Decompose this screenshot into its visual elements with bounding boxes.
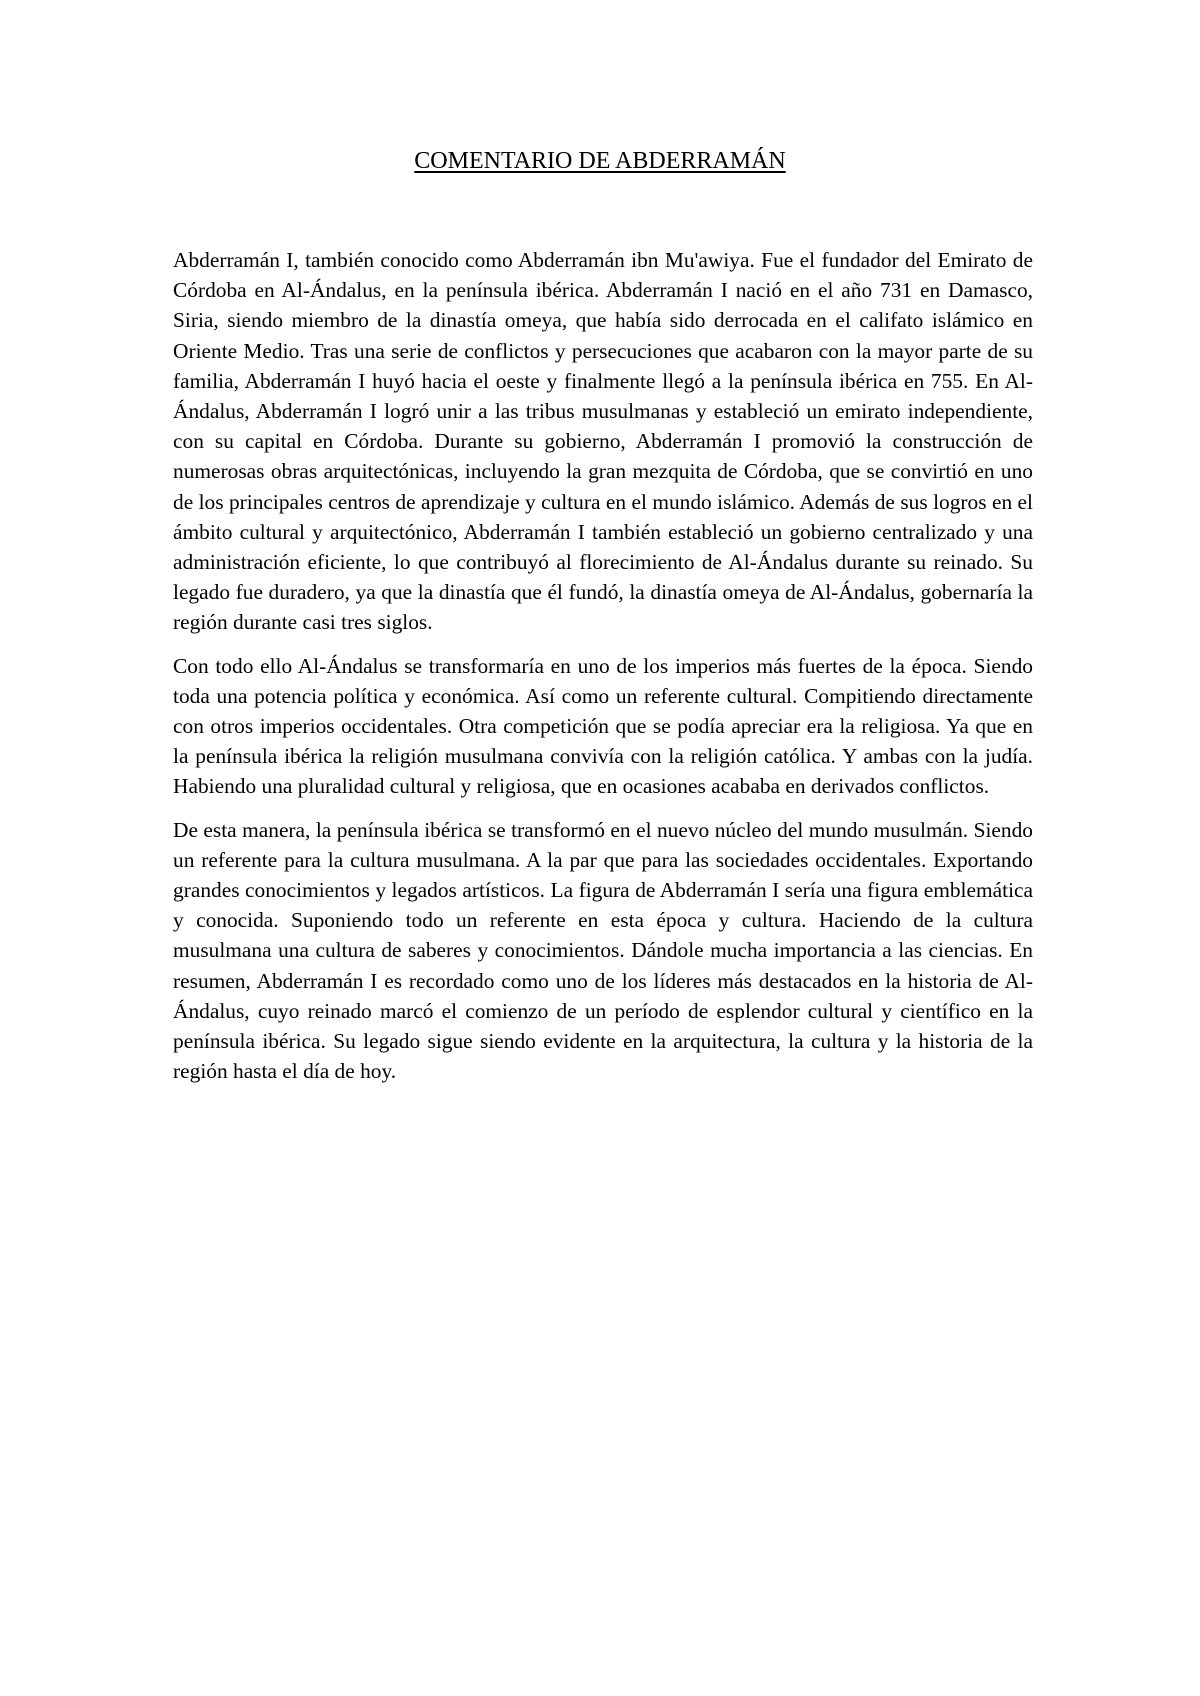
- paragraph-2: Con todo ello Al-Ándalus se transformaría en uno de los imperios más fuertes de la época. Siendo toda una potencia política y económica. Así como un referente cultural. Compitiendo directamente con otros imperios occidentales. Otra competición que se podía apreciar era la religiosa. Ya que en la península ibérica la religión musulmana convivía con la religión católica. Y ambas con la judía. Habiendo una pluralidad cultural y religiosa, que en ocasiones acababa en derivados conflictos.: [173, 653, 1033, 799]
- paragraph-3: De esta manera, la península ibérica se transformó en el nuevo núcleo del mundo musulmán. Siendo un referente para la cultura musulmana. A la par que para las sociedades occidentales. Exportando grandes conocimientos y legados artísticos. La figura de Abderramán I sería una figura emblemática y conocida. Suponiendo todo un referente en esta época y cultura. Haciendo de la cultura musulmana una cultura de saberes y conocimientos. Dándole mucha importancia a las ciencias. En resumen, Abderramán I es recordado como uno de los líderes más destacados en la historia de Al-Ándalus, cuyo reinado marcó el comienzo de un período de esplendor cultural y científico en la península ibérica. Su legado sigue siendo evidente en la arquitectura, la cultura y la historia de la región hasta el día de hoy.: [173, 817, 1033, 1084]
- paragraph-1: Abderramán I, también conocido como Abderramán ibn Mu'awiya. Fue el fundador del Emirato de Córdoba en Al-Ándalus, en la península ibérica. Abderramán I nació en el año 731 en Damasco, Siria, siendo miembro de la dinastía omeya, que había sido derrocada en el califato islámico en Oriente Medio. Tras una serie de conflictos y persecuciones que acabaron con la mayor parte de su familia, Abderramán I huyó hacia el oeste y finalmente llegó a la península ibérica en 755. En Al-Ándalus, Abderramán I logró unir a las tribus musulmanas y estableció un emirato independiente, con su capital en Córdoba. Durante su gobierno, Abderramán I promovió la construcción de numerosas obras arquitectónicas, incluyendo la gran mezquita de Córdoba, que se convirtió en uno de los principales centros de aprendizaje y cultura en el mundo islámico. Además de sus logros en el ámbito cultural y arquitectónico, Abderramán I también estableció un gobierno centralizado y una administración eficiente, lo que contribuyó al florecimiento de Al-Ándalus durante su reinado. Su legado fue duradero, ya que la dinastía que él fundó, la dinastía omeya de Al-Ándalus, gobernaría la región durante casi tres siglos.: [173, 248, 1033, 635]
- document-title: COMENTARIO DE ABDERRAMÁN: [414, 148, 786, 174]
- document-body: [173, 245, 1033, 1099]
